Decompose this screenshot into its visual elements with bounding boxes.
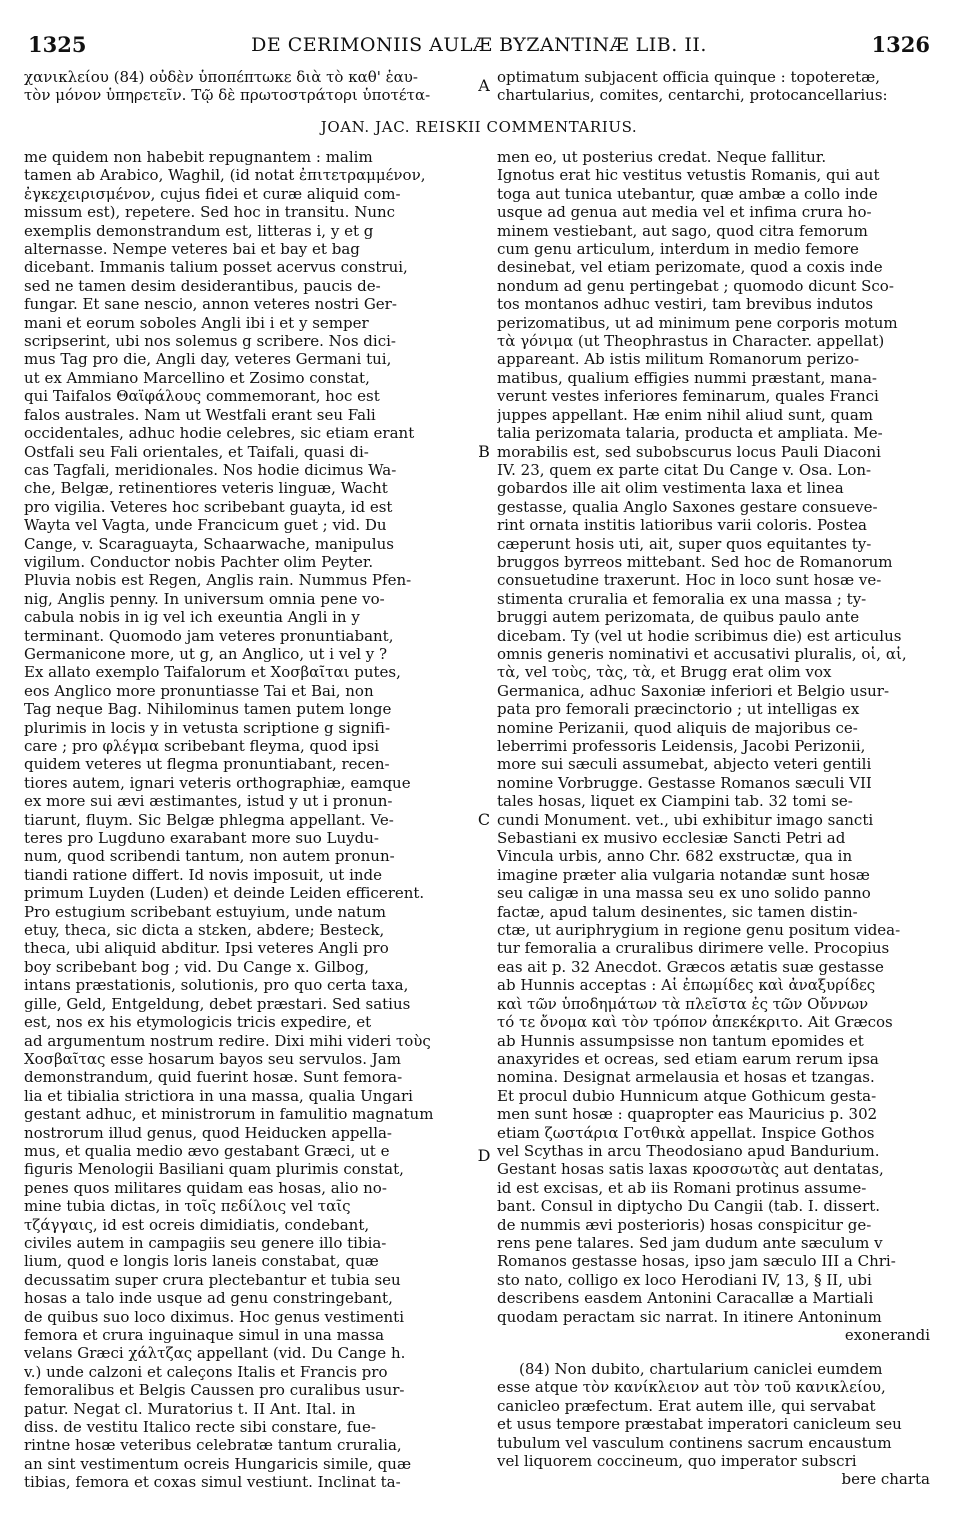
commentary-right-line: de nummis ævi posterioris) hosas conspicitur ge-: [497, 1215, 872, 1234]
greek-text-line: χανικλείου (84) οὐδὲν ὑποπέπτωκε διὰ τὸ καθ' ἑαυ-: [24, 68, 418, 86]
commentary-left-line: tibias, femora et coxas simul vestiunt. Inclinat ta-: [24, 1473, 401, 1492]
commentary-right-line: leberrimi professoris Leidensis, Jacobi Perizonii,: [497, 737, 866, 755]
commentary-left-line: Χοσβαῖτας esse hosarum bayos seu servulos. Jam: [24, 1049, 401, 1068]
commentary-right-line: anaxyrides et ocreas, sed etiam earum rerum ipsa: [497, 1049, 879, 1068]
latin-translation-block: [497, 68, 930, 105]
commentary-right-line: minem vestiebant, aut sago, quod citra femorum: [497, 221, 868, 240]
commentary-right-line: Sebastiani ex musivo ecclesiæ Sancti Petri ad: [497, 829, 846, 848]
commentary-right-line: imagine præter alia vulgaria notandæ sunt hosæ: [497, 865, 870, 884]
commentary-right-line: more sui sæculi assumebat, abjecto veteri gentili: [497, 755, 872, 774]
footnote-line: bere charta: [841, 1470, 930, 1489]
commentary-right-line: cæperunt hosis uti, ait, super quos equitantes ty-: [497, 534, 872, 553]
commentary-left-line: gille, Geld, Entgeldung, debet præstari. Sed satius: [24, 994, 411, 1013]
commentary-right-line: tales hosas, liquet ex Ciampini tab. 32 tomi se-: [497, 792, 853, 811]
commentary-left-line: plurimis in locis y in vetusta scriptione g signifi-: [24, 718, 391, 737]
commentary-left-line: nig, Anglis penny. In universum omnia pene vo-: [24, 589, 385, 608]
commentary-left-line: Tag neque Bag. Nihilominus tamen putem longe: [24, 700, 392, 719]
commentary-right-line: men eo, ut posterius credat. Neque fallitur.: [497, 148, 827, 166]
commentary-left-line: civiles autem in campagiis seu genere illo tibia-: [24, 1233, 387, 1252]
margin-marker-d: D: [477, 1146, 491, 1165]
commentary-left-line: decussatim super crura plectebantur et tubia seu: [24, 1270, 401, 1289]
commentary-left-line: dicebant. Immanis talium posset acervus construi,: [24, 258, 408, 277]
commentary-left-line: Ex allato exemplo Taifalorum et Χοσβαῖται putes,: [24, 663, 401, 682]
commentary-left-line: eos Anglico more pronuntiasse Tai et Bai, non: [24, 681, 374, 700]
commentary-left-line: occidentales, adhuc hodie celebres, sic etiam erant: [24, 424, 415, 443]
commentary-right-line: desinebat, vel etiam perizomate, quod a coxis inde: [497, 258, 883, 277]
commentary-right-line: quodam peractam sic narrat. In itinere Antoninum: [497, 1307, 882, 1326]
footnote-line: et usus tempore præstabat imperatori canicleum seu: [497, 1415, 902, 1434]
commentary-right-line: rint ornata institis latioribus varii coloris. Postea: [497, 516, 868, 535]
commentary-left-line: hosas a talo inde usque ad genu constringebant,: [24, 1289, 393, 1308]
commentary-left-line: intans præstationis, solutionis, pro quo certa taxa,: [24, 976, 409, 995]
page-number-left: 1325: [28, 32, 87, 57]
commentary-left-line: theca, ubi aliquid abditur. Ipsi veteres Angli pro: [24, 939, 389, 958]
commentary-right-line: morabilis est, sed subobscurus locus Pauli Diaconi: [497, 442, 881, 461]
commentary-left-line: Pro estugium scribebant estuyium, unde natum: [24, 902, 386, 921]
commentary-left-line: tiandi ratione differt. Id novis imposuit, ut inde: [24, 865, 383, 884]
commentary-left-line: ex more sui ævi æstimantes, istud y ut i pronun-: [24, 792, 393, 811]
commentary-left-line: care ; pro φλέγμα scribebant fleyma, quod ipsi: [24, 737, 380, 755]
commentary-left-line: fungar. Et sane nescio, annon veteres nostri Ger-: [24, 295, 397, 314]
commentary-right-line: sto nato, colligo ex loco Herodiani IV, 13, § II, ubi: [497, 1270, 872, 1289]
commentary-right-line: καὶ τῶν ὑποδημάτων τὰ πλεῖστα ἐς τῶν Οὔννων: [497, 994, 869, 1013]
commentary-right-line: Ignotus erat hic vestitus vetustis Romanis, qui aut: [497, 166, 880, 185]
greek-text-line: τὸν μόνον ὑπηρετεῖν. Τῷ δὲ πρωτοστράτορι ὑποτέτα-: [24, 86, 431, 105]
commentary-heading: JOAN. JAC. REISKII COMMENTARIUS.: [320, 118, 638, 136]
commentary-left-line: an sint vestimentum ocreis Hungaricis simile, quæ: [24, 1454, 412, 1473]
latin-text-line: chartularius, comites, centarchi, protocancellarius:: [497, 86, 888, 105]
commentary-right-line: cundi Monument. vet., ubi exhibitur imago sancti: [497, 810, 874, 829]
commentary-left-line: boy scribebant bog ; vid. Du Cange x. Gilbog,: [24, 957, 370, 976]
commentary-right-line: stimenta cruralia et femoralia ex una massa ; ty-: [497, 589, 867, 608]
commentary-left-line: falos australes. Nam ut Westfali erant seu Fali: [24, 405, 376, 424]
commentary-right-line: gestasse, qualia Anglo Saxones gestare consueve-: [497, 497, 878, 516]
commentary-left-line: patur. Negat cl. Muratorius t. II Ant. Ital. in: [24, 1399, 356, 1418]
commentary-left-line: penes quos militares quidam eas hosas, alio no-: [24, 1178, 387, 1197]
commentary-right-line: factæ, apud talum desinentes, sic tamen distin-: [497, 902, 858, 921]
commentary-right-line: cum genu articulum, interdum in medio femore: [497, 240, 859, 259]
commentary-right-line: perizomatibus, ut ad minimum pene corporis motum: [497, 313, 898, 332]
commentary-right-line: Gestant hosas satis laxas κροσσωτὰς aut dentatas,: [497, 1160, 884, 1179]
commentary-left-line: femoralibus et Belgis Caussen pro curalibus usur-: [24, 1381, 405, 1400]
commentary-left-line: mus, et qualia medio ævo gestabant Græci, ut e: [24, 1141, 390, 1160]
commentary-left-line: sed ne tamen desim desiderantibus, paucis de-: [24, 276, 381, 295]
commentary-left-line: qui Taifalos Θαϊφάλους commemorant, hoc est: [24, 387, 380, 406]
commentary-left-line: alternasse. Nempe veteres bai et bay et bag: [24, 240, 360, 259]
commentary-left-line: cas Tagfali, meridionales. Nos hodie dicimus Wa-: [24, 460, 397, 479]
commentary-right-line: seu caligæ in una massa seu ex uno solido panno: [497, 884, 871, 903]
commentary-left-line: scripserint, ubi nos solemus g scribere. Nos dici-: [24, 332, 396, 351]
commentary-left-line: primum Luyden (Luden) et deinde Leiden efficerent.: [24, 884, 425, 903]
commentary-left-line: Ostfali seu Fali orientales, et Taifali, quasi di-: [24, 442, 369, 461]
commentary-right-line: toga aut tunica utebantur, quæ ambæ a collo inde: [497, 184, 878, 203]
margin-marker-c: C: [477, 810, 491, 829]
commentary-left-column: [24, 148, 472, 1492]
commentary-left-line: lia et tibialia strictiora in una massa, qualia Ungari: [24, 1086, 413, 1105]
commentary-right-line: exonerandi: [844, 1326, 930, 1344]
commentary-right-line: rens pene talares. Sed jam dudum ante sæculum v: [497, 1233, 883, 1252]
commentary-left-line: me quidem non habebit repugnantem : malim: [24, 148, 373, 166]
commentary-left-line: rintne hosæ veteribus celebratæ tantum cruralia,: [24, 1436, 402, 1455]
margin-marker-a: A: [478, 76, 490, 95]
commentary-left-line: che, Belgæ, retinentiores veteris linguæ, Wacht: [24, 479, 388, 498]
page-header: [28, 32, 930, 60]
commentary-right-line: ctæ, ut auriphrygium in regione genu positum videa-: [497, 921, 901, 940]
commentary-left-line: gestant adhuc, et ministrorum in famulitio magnatum: [24, 1105, 434, 1124]
commentary-right-line: verunt vestes inferiores feminarum, quales Franci: [497, 387, 879, 406]
commentary-right-line: Romanos gestasse hosas, ipso jam sæculo III a Chri-: [497, 1252, 896, 1271]
commentary-right-line: tur femoralia a cruralibus dirimere velle. Procopius: [497, 939, 890, 958]
commentary-right-line: bruggos byrreos mittebant. Sed hoc de Romanorum: [497, 552, 893, 571]
commentary-right-line: eas ait p. 32 Anecdot. Græcos ætatis suæ gestasse: [497, 957, 884, 976]
commentary-left-line: etuy, theca, sic dicta a stɛken, abdere; Besteck,: [24, 921, 385, 940]
commentary-left-line: tamen ab Arabico, Waghil, (id notat ἐπιτετραμμένον,: [24, 166, 426, 185]
commentary-left-line: terminant. Quomodo jam veteres pronuntiabant,: [24, 626, 394, 645]
commentary-left-line: Pluvia nobis est Regen, Anglis rain. Nummus Pfen-: [24, 571, 412, 590]
commentary-right-line: nomina. Designat armelausia et hosas et tzangas.: [497, 1068, 875, 1087]
commentary-left-line: nostrorum illud genus, quod Heiducken appella-: [24, 1123, 393, 1142]
commentary-right-line: Vincula urbis, anno Chr. 682 exstructæ, qua in: [497, 847, 853, 866]
commentary-right-line: nomine Vorbrugge. Gestasse Romanos sæculi VII: [497, 773, 872, 792]
footnote-line: (84) Non dubito, chartularium canicleі eumdem: [519, 1360, 883, 1378]
commentary-left-line: tiarunt, fluym. Sic Belgæ phlegma appellant. Ve-: [24, 810, 394, 829]
commentary-left-line: Wayta vel Vagta, unde Francicum guet ; vid. Du: [24, 516, 387, 535]
commentary-left-line: num, quod scribendi tantum, non autem pronun-: [24, 847, 395, 866]
footnote-84: [497, 1360, 930, 1489]
commentary-left-line: mine tubia dictas, in τοῖς πεδίλοις vel ταῖς: [24, 1197, 351, 1216]
commentary-right-line: τὰ, vel τοὺς, τὰς, τὰ, et Brugg erat olim vox: [497, 663, 832, 682]
commentary-right-line: men sunt hosæ : quapropter eas Mauricius p. 302: [497, 1105, 878, 1124]
commentary-left-line: figuris Menologii Basiliani quam plurimis constat,: [24, 1160, 404, 1179]
commentary-left-line: mus Tag pro die, Angli day, veteres Germani tui,: [24, 350, 392, 369]
commentary-left-line: cabula nobis in ig vel ich exeuntia Angli in y: [24, 608, 360, 627]
greek-text-block: [24, 68, 472, 105]
commentary-right-line: Germanica, adhuc Saxoniæ inferiori et Belgio usur-: [497, 681, 890, 700]
commentary-left-line: lium, quod e longis loris laneis constabat, quæ: [24, 1252, 379, 1271]
commentary-left-line: v.) unde calzoni et caleçons Italis et Francis pro: [24, 1362, 388, 1381]
commentary-left-line: vigilum. Conductor nobis Pachter olim Peyter.: [24, 552, 374, 571]
commentary-right-line: usque ad genua aut media vel et infima crura ho-: [497, 203, 872, 222]
commentary-left-line: exemplis demonstrandum est, litteras i, y et g: [24, 221, 374, 240]
commentary-left-line: tiores autem, ignari veteris orthographiæ, eamque: [24, 773, 411, 792]
commentary-left-line: teres pro Lugduno exarabant more suo Luydu-: [24, 829, 379, 848]
commentary-right-line: gobardos ille ait olim vestimenta laxa et linea: [497, 479, 844, 498]
margin-marker-b: B: [478, 442, 490, 461]
footnote-line: esse atque τὸν κανίκλειον aut τὸν τοῦ κανικλείου,: [497, 1378, 886, 1397]
commentary-left-line: Cange, v. Scaraguayta, Schaarwache, manipulus: [24, 534, 394, 553]
commentary-left-line: missum est), repetere. Sed hoc in transitu. Nunc: [24, 203, 396, 222]
commentary-right-line: nomine Perizanii, quod aliquis de majoribus ce-: [497, 718, 858, 737]
commentary-right-line: dicebam. Ty (vel ut hodie scribimus die) est articulus: [497, 626, 902, 645]
commentary-left-line: diss. de vestitu Italico recte sibi constare, fue-: [24, 1418, 376, 1437]
commentary-left-line: mani et eorum soboles Angli ibi i et y semper: [24, 313, 369, 332]
commentary-left-line: Germanicone more, ut g, an Anglico, ut i vel y ?: [24, 644, 388, 663]
commentary-right-line: consuetudine traxerunt. Hoc in loco sunt hosæ ve-: [497, 571, 882, 590]
commentary-right-line: nondum ad genu pertingebat ; quomodo dicunt Sco-: [497, 276, 894, 295]
commentary-left-line: pro vigilia. Veteres hoc scribebant guayta, id est: [24, 497, 393, 516]
commentary-right-line: appareant. Ab istis militum Romanorum perizo-: [497, 350, 860, 369]
commentary-left-line: ad argumentum nostrum redire. Dixi mihi videri τοὺς: [24, 1031, 431, 1050]
commentary-right-line: juppes appellant. Hæ enim nihil aliud sunt, quam: [497, 405, 873, 424]
commentary-left-line: femora et crura inguinaque simul in una massa: [24, 1326, 385, 1344]
commentary-left-line: ἐγκεχειρισμένον, cujus fidei et curæ aliquid com-: [24, 184, 401, 203]
commentary-right-line: ab Hunnis acceptas : Αἱ ἐπωμίδες καὶ ἀναξυρίδες: [497, 976, 876, 995]
commentary-right-line: tos montanos adhuc vestiri, tam brevibus indutos: [497, 295, 874, 314]
commentary-right-line: pata pro femorali præcinctorio ; ut intelligas ex: [497, 700, 860, 719]
commentary-right-line: bruggi autem perizomata, de quibus paulo ante: [497, 608, 860, 627]
commentary-right-line: matibus, qualium effigies nummi præstant, mana-: [497, 368, 877, 387]
commentary-left-line: demonstrandum, quid fuerint hosæ. Sunt femora-: [24, 1068, 403, 1087]
commentary-right-column: [497, 148, 930, 1344]
footnote-line: tubulum vel vasculum continens sacrum encaustum: [497, 1433, 892, 1452]
page-number-right: 1326: [871, 32, 930, 57]
footnote-line: vel liquorem coccineum, quo imperator subscri: [497, 1452, 857, 1471]
commentary-left-line: velans Græci χάλτζας appellant (vid. Du Cange h.: [24, 1344, 406, 1363]
commentary-right-line: id est excisas, et ab iis Romani protinus assume-: [497, 1178, 867, 1197]
commentary-right-line: omnis generis nominativi et accusativi pluralis, οἱ, αἱ,: [497, 644, 907, 663]
latin-text-line: optimatum subjacent officia quinque : topoteretæ,: [497, 68, 880, 86]
commentary-left-line: ut ex Ammiano Marcellino et Zosimo constat,: [24, 368, 370, 387]
commentary-right-line: etiam ζωστάρια Γοτθικὰ appellat. Inspice Gothos: [497, 1123, 875, 1142]
commentary-left-line: de quibus suo loco diximus. Hoc genus vestimenti: [24, 1307, 405, 1326]
commentary-right-line: bant. Consul in diptycho Du Cangii (tab. I. dissert.: [497, 1197, 881, 1216]
commentary-right-line: ab Hunnis assumpsisse non tantum epomides et: [497, 1031, 864, 1050]
commentary-left-line: quidem veteres ut flegma pronuntiabant, recen-: [24, 755, 390, 774]
commentary-right-line: IV. 23, quem ex parte citat Du Cange v. Osa. Lon-: [497, 460, 872, 479]
commentary-right-line: talia perizomata talaria, producta et ampliata. Me-: [497, 424, 883, 443]
commentary-right-line: τὰ γόνιμα (ut Theophrastus in Character. appellat): [497, 332, 885, 351]
commentary-right-line: τό τε ὄνομα καὶ τὸν τρόπον ἀπεκέκριτο. Ait Græcos: [497, 1013, 893, 1032]
commentary-left-line: est, nos ex his etymologicis tricis expedire, et: [24, 1013, 372, 1032]
commentary-right-line: Et procul dubio Hunnicum atque Gothicum gesta-: [497, 1086, 877, 1105]
commentary-left-line: τζάγγαις, id est ocreis dimidiatis, condebant,: [24, 1215, 370, 1234]
commentary-right-line: describens easdem Antonini Caracallæ a Martiali: [497, 1289, 874, 1308]
running-title: DE CERIMONIIS AULÆ BYZANTINÆ LIB. II.: [251, 34, 707, 56]
footnote-line: canicleo præfectum. Erat autem ille, qui servabat: [497, 1396, 876, 1415]
commentary-right-line: vel Scythas in arcu Theodosiano apud Bandurium.: [497, 1141, 880, 1160]
